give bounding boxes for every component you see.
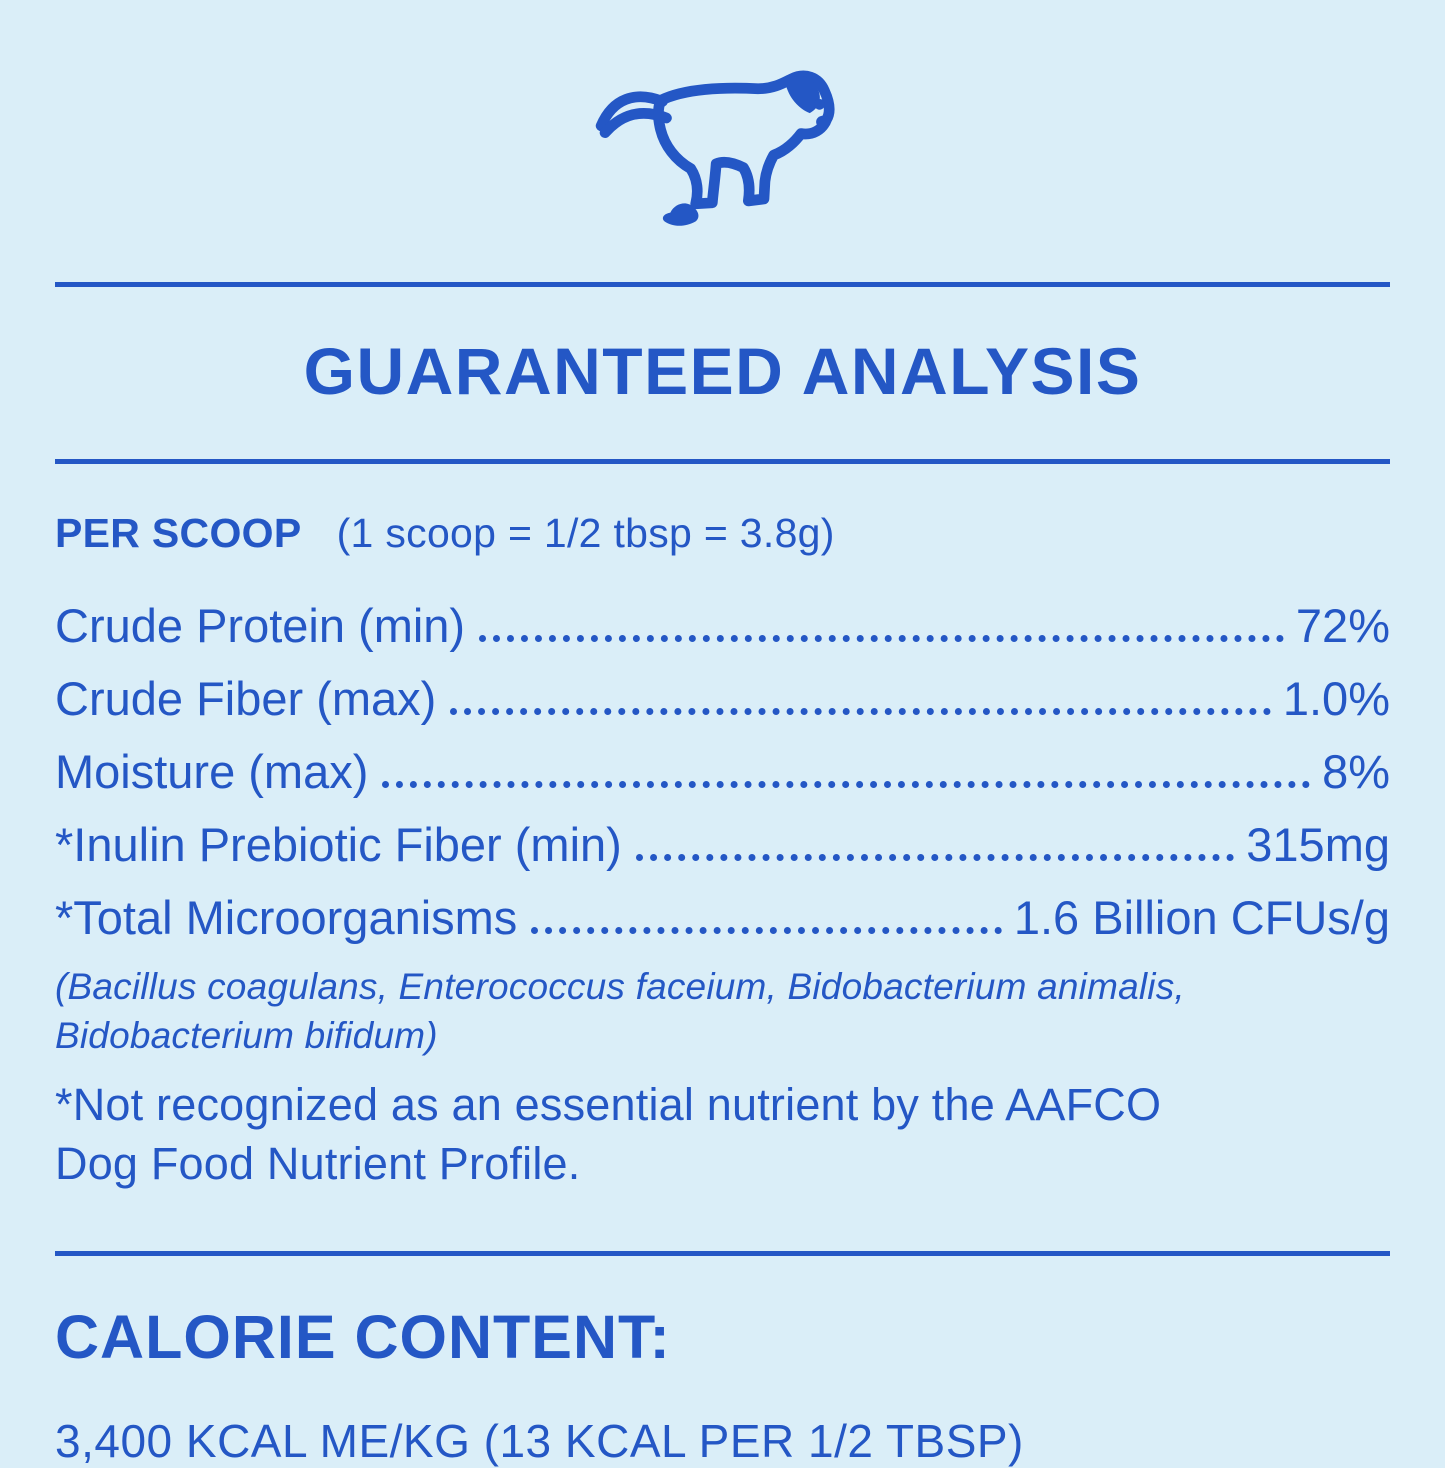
analysis-row-crude-fiber: [55, 662, 1390, 735]
row-label: Moisture (max): [55, 745, 369, 798]
analysis-row-moisture: [55, 735, 1390, 808]
divider-under-title: [55, 459, 1390, 464]
dot-leader: [479, 603, 1284, 642]
dot-leader: [382, 749, 1310, 788]
row-value: 72%: [1295, 599, 1390, 652]
row-label: *Inulin Prebiotic Fiber (min): [55, 818, 622, 871]
dot-leader: [636, 822, 1234, 861]
row-value: 1.0%: [1282, 672, 1390, 725]
aafco-footnote: *Not recognized as an essential nutrient by the AAFCO Dog Food Nutrient Profile.: [55, 1079, 1162, 1189]
dot-leader: [450, 676, 1271, 715]
serving-size-line: [55, 510, 1390, 557]
icon-container: [55, 40, 1390, 240]
row-label: *Total Microorganisms: [55, 891, 518, 944]
analysis-rows: [55, 589, 1390, 954]
row-label: Crude Fiber (max): [55, 672, 437, 725]
analysis-row-inulin-prebiotic-fiber: [55, 808, 1390, 881]
calorie-content-heading: CALORIE CONTENT:: [55, 1303, 671, 1372]
row-value: 1.6 Billion CFUs/g: [1013, 891, 1390, 944]
serving-size-detail: (1 scoop = 1/2 tbsp = 3.8g): [336, 510, 835, 556]
divider-calorie-section: [55, 1251, 1390, 1256]
microorganism-species-note: (Bacillus coagulans, Enterococcus faceium, Bidobacterium animalis, Bidobacterium bifidum): [55, 966, 1185, 1057]
calorie-content-detail: 3,400 KCAL ME/KG (13 KCAL PER 1/2 TBSP): [55, 1415, 1024, 1468]
row-label: Crude Protein (min): [55, 599, 466, 652]
serving-size-label: PER SCOOP: [55, 510, 302, 556]
page-title: GUARANTEED ANALYSIS: [303, 334, 1142, 408]
row-value: 8%: [1322, 745, 1390, 798]
row-value: 315mg: [1246, 818, 1390, 871]
analysis-row-crude-protein: [55, 589, 1390, 662]
dot-leader: [531, 895, 1002, 934]
analysis-row-total-microorganisms: [55, 881, 1390, 954]
pooping-dog-icon: [573, 40, 873, 235]
